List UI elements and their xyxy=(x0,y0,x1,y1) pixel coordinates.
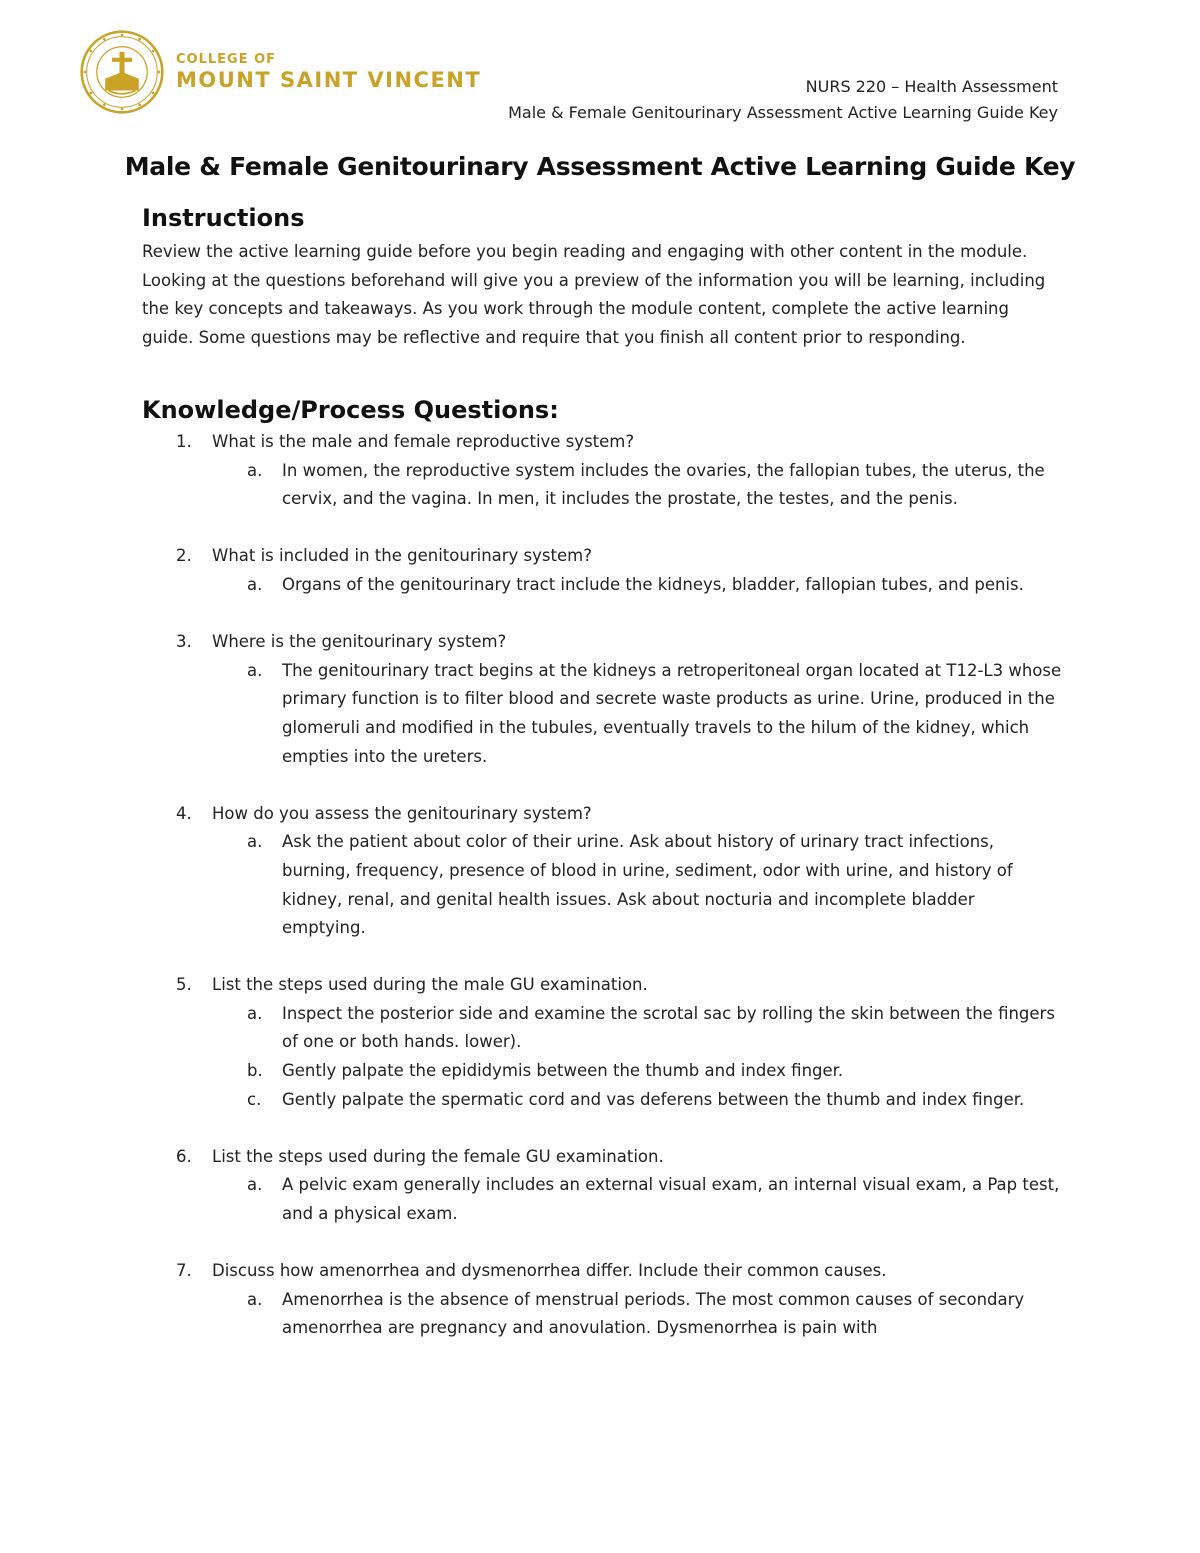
college-logo xyxy=(80,30,481,114)
question-number: 3. xyxy=(176,632,192,652)
question-text: Discuss how amenorrhea and dysmenorrhea differ. Include their common causes. xyxy=(212,1261,887,1281)
question-item xyxy=(142,628,1062,771)
question-item xyxy=(142,428,1062,514)
answer-letter: a. xyxy=(247,1175,263,1195)
answer-list xyxy=(212,571,1062,600)
questions-heading: Knowledge/Process Questions: xyxy=(142,396,559,424)
course-name: NURS 220 – Health Assessment xyxy=(805,77,1058,96)
answer-list xyxy=(212,1171,1062,1228)
question-text: Where is the genitourinary system? xyxy=(212,632,507,652)
question-item xyxy=(142,1143,1062,1229)
instructions-body: Review the active learning guide before you begin reading and engaging with other content in the module. Looking at the questions beforehand will give you a preview of the information you will be learning, including the key concepts and takeaways. As you work through the module content, complete the active learning guide. Some questions may be reflective and require that you finish all content prior to responding. xyxy=(142,242,1046,347)
answer-item xyxy=(212,828,1062,942)
question-text: List the steps used during the male GU examination. xyxy=(212,975,648,995)
answer-letter: c. xyxy=(247,1089,262,1109)
answer-list xyxy=(212,457,1062,514)
question-item xyxy=(142,1257,1062,1343)
question-text: List the steps used during the female GU examination. xyxy=(212,1146,664,1166)
answer-text: Gently palpate the epididymis between the thumb and index finger. xyxy=(282,1061,844,1081)
answer-text: Amenorrhea is the absence of menstrual periods. The most common causes of secondary amenorrhea are pregnancy and anovulation. Dysmenorrhea is pain with xyxy=(282,1289,1025,1338)
question-text: How do you assess the genitourinary system? xyxy=(212,803,592,823)
college-seal-icon xyxy=(80,30,164,114)
instructions-heading: Instructions xyxy=(142,204,305,232)
answer-letter: a. xyxy=(247,832,263,852)
header-subtitle: Male & Female Genitourinary Assessment Active Learning Guide Key xyxy=(508,103,1058,122)
answer-letter: a. xyxy=(247,460,263,480)
answer-list xyxy=(212,1286,1062,1343)
logo-college-name: MOUNT SAINT VINCENT xyxy=(176,68,482,92)
answer-letter: b. xyxy=(247,1061,263,1081)
answer-text: Inspect the posterior side and examine the scrotal sac by rolling the skin between the fingers of one or both hands. lower). xyxy=(282,1003,1055,1052)
question-item xyxy=(142,971,1062,1114)
answer-item xyxy=(212,457,1062,514)
answer-letter: a. xyxy=(247,574,263,594)
answer-item xyxy=(212,1000,1062,1057)
answer-text: The genitourinary tract begins at the kidneys a retroperitoneal organ located at T12-L3 whose primary function is to filter blood and secrete waste products as urine. Urine, produced in the glomeruli and modified in the tubules, eventually travels to the hilum of the kidney, which empties into the ureters. xyxy=(282,660,1062,766)
answer-text: Ask the patient about color of their urine. Ask about history of urinary tract infections, burning, frequency, presence of blood in urine, sediment, odor with urine, and history of kidney, renal, and genital health issues. Ask about nocturia and incomplete bladder emptying. xyxy=(282,832,1013,938)
question-number: 6. xyxy=(176,1146,192,1166)
answer-letter: a. xyxy=(247,1003,263,1023)
question-text: What is included in the genitourinary system? xyxy=(212,546,592,566)
question-number: 4. xyxy=(176,803,192,823)
question-text: What is the male and female reproductive system? xyxy=(212,432,635,451)
answer-list xyxy=(212,828,1062,942)
page-header xyxy=(508,74,1058,126)
answer-item xyxy=(212,571,1062,600)
answer-item xyxy=(212,1086,1062,1115)
answer-text: A pelvic exam generally includes an external visual exam, an internal visual exam, a Pap test, and a physical exam. xyxy=(282,1175,1060,1224)
answer-item xyxy=(212,1171,1062,1228)
answer-list xyxy=(212,657,1062,771)
question-number: 1. xyxy=(176,432,192,451)
questions-list xyxy=(142,428,1062,1372)
answer-list xyxy=(212,1000,1062,1114)
question-number: 5. xyxy=(176,975,192,995)
answer-item xyxy=(212,657,1062,771)
answer-text: Gently palpate the spermatic cord and vas deferens between the thumb and index finger. xyxy=(282,1089,1025,1109)
page-title: Male & Female Genitourinary Assessment Active Learning Guide Key xyxy=(124,152,1076,181)
question-number: 2. xyxy=(176,546,192,566)
question-item xyxy=(142,542,1062,599)
question-number: 7. xyxy=(176,1261,192,1281)
answer-letter: a. xyxy=(247,1289,263,1309)
answer-item xyxy=(212,1286,1062,1343)
answer-item xyxy=(212,1057,1062,1086)
question-item xyxy=(142,800,1062,943)
logo-college-of: COLLEGE OF xyxy=(176,52,277,67)
answer-text: Organs of the genitourinary tract include the kidneys, bladder, fallopian tubes, and penis. xyxy=(282,574,1024,594)
answer-letter: a. xyxy=(247,660,263,680)
answer-text: In women, the reproductive system includes the ovaries, the fallopian tubes, the uterus, the cervix, and the vagina. In men, it includes the prostate, the testes, and the penis. xyxy=(282,460,1045,509)
